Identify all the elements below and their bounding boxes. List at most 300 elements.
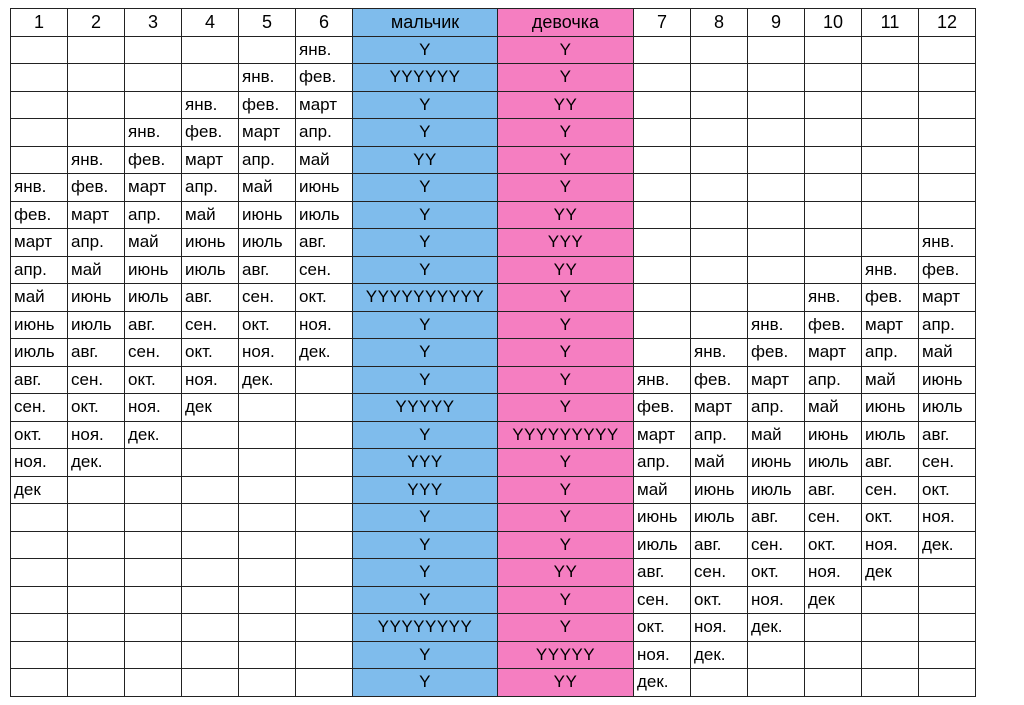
month-cell — [125, 586, 182, 614]
table-row — [11, 449, 976, 477]
month-cell: окт. — [748, 559, 805, 587]
month-cell: ноя. — [919, 504, 976, 532]
month-cell: авг. — [634, 559, 691, 587]
month-cell: апр. — [182, 174, 239, 202]
month-cell: янв. — [691, 339, 748, 367]
girl-cell: Y — [498, 174, 634, 202]
month-cell — [11, 614, 68, 642]
girl-cell: Y — [498, 36, 634, 64]
month-cell — [862, 641, 919, 669]
month-cell: дек — [11, 476, 68, 504]
boy-cell: Y — [353, 339, 498, 367]
month-cell: апр. — [748, 394, 805, 422]
month-cell — [296, 504, 353, 532]
month-cell — [125, 476, 182, 504]
header-month-column: 11 — [862, 9, 919, 37]
month-cell: янв. — [805, 284, 862, 312]
month-cell: янв. — [296, 36, 353, 64]
month-cell — [691, 119, 748, 147]
month-cell: дек. — [68, 449, 125, 477]
table-row — [11, 146, 976, 174]
month-cell — [11, 36, 68, 64]
month-cell: авг. — [11, 366, 68, 394]
month-cell — [182, 421, 239, 449]
header-month-column: 2 — [68, 9, 125, 37]
boy-cell: YYY — [353, 476, 498, 504]
month-cell: май — [239, 174, 296, 202]
month-cell: апр. — [805, 366, 862, 394]
month-cell — [748, 64, 805, 92]
month-cell — [68, 36, 125, 64]
boy-cell: Y — [353, 559, 498, 587]
month-cell: янв. — [239, 64, 296, 92]
boy-cell: Y — [353, 504, 498, 532]
month-cell — [296, 669, 353, 697]
month-cell: окт. — [182, 339, 239, 367]
month-cell — [634, 284, 691, 312]
month-cell: июль — [748, 476, 805, 504]
month-cell: фев. — [125, 146, 182, 174]
month-cell — [748, 669, 805, 697]
conception-table-container — [10, 8, 976, 697]
header-row — [11, 9, 976, 37]
month-cell — [125, 559, 182, 587]
month-cell — [634, 146, 691, 174]
month-cell — [862, 91, 919, 119]
month-cell: ноя. — [182, 366, 239, 394]
month-cell — [691, 284, 748, 312]
boy-cell: Y — [353, 531, 498, 559]
month-cell — [296, 586, 353, 614]
month-cell — [125, 91, 182, 119]
month-cell — [125, 641, 182, 669]
table-body — [11, 36, 976, 696]
month-cell — [182, 559, 239, 587]
header-month-column: 6 — [296, 9, 353, 37]
month-cell — [748, 119, 805, 147]
month-cell: май — [296, 146, 353, 174]
boy-cell: Y — [353, 174, 498, 202]
table-row — [11, 284, 976, 312]
month-cell: янв. — [125, 119, 182, 147]
header-month-column: 12 — [919, 9, 976, 37]
month-cell — [182, 449, 239, 477]
month-cell — [239, 394, 296, 422]
month-cell — [919, 36, 976, 64]
boy-cell: Y — [353, 36, 498, 64]
month-cell: ноя. — [239, 339, 296, 367]
month-cell — [748, 284, 805, 312]
month-cell: ноя. — [805, 559, 862, 587]
month-cell — [68, 614, 125, 642]
month-cell: апр. — [919, 311, 976, 339]
month-cell: дек — [805, 586, 862, 614]
month-cell — [634, 256, 691, 284]
month-cell: март — [748, 366, 805, 394]
month-cell: сен. — [691, 559, 748, 587]
table-row — [11, 394, 976, 422]
month-cell: дек. — [919, 531, 976, 559]
month-cell: фев. — [862, 284, 919, 312]
girl-cell: Y — [498, 504, 634, 532]
month-cell — [805, 201, 862, 229]
month-cell: фев. — [805, 311, 862, 339]
month-cell — [239, 421, 296, 449]
month-cell — [919, 119, 976, 147]
month-cell: март — [68, 201, 125, 229]
month-cell — [634, 36, 691, 64]
month-cell — [691, 201, 748, 229]
table-row — [11, 641, 976, 669]
month-cell — [805, 641, 862, 669]
table-row — [11, 559, 976, 587]
month-cell — [11, 146, 68, 174]
table-row — [11, 256, 976, 284]
girl-cell: Y — [498, 476, 634, 504]
header-month-column: 4 — [182, 9, 239, 37]
girl-cell: YY — [498, 256, 634, 284]
month-cell — [805, 229, 862, 257]
month-cell — [748, 229, 805, 257]
month-cell — [125, 531, 182, 559]
boy-cell: YYYYY — [353, 394, 498, 422]
month-cell: сен. — [239, 284, 296, 312]
month-cell — [634, 339, 691, 367]
month-cell — [68, 669, 125, 697]
month-cell — [239, 614, 296, 642]
month-cell: апр. — [11, 256, 68, 284]
boy-cell: YY — [353, 146, 498, 174]
month-cell: сен. — [805, 504, 862, 532]
month-cell: ноя. — [11, 449, 68, 477]
month-cell — [239, 504, 296, 532]
month-cell: окт. — [68, 394, 125, 422]
month-cell — [125, 504, 182, 532]
month-cell — [68, 504, 125, 532]
month-cell: сен. — [748, 531, 805, 559]
header-month-column: 9 — [748, 9, 805, 37]
month-cell — [691, 174, 748, 202]
month-cell — [239, 559, 296, 587]
month-cell: июль — [296, 201, 353, 229]
table-row — [11, 36, 976, 64]
month-cell — [862, 201, 919, 229]
month-cell: авг. — [748, 504, 805, 532]
month-cell — [805, 36, 862, 64]
month-cell: сен. — [862, 476, 919, 504]
month-cell: сен. — [11, 394, 68, 422]
month-cell: фев. — [239, 91, 296, 119]
header-boy: мальчик — [353, 9, 498, 37]
month-cell — [68, 586, 125, 614]
month-cell — [748, 256, 805, 284]
month-cell — [182, 36, 239, 64]
month-cell: май — [691, 449, 748, 477]
girl-cell: YY — [498, 91, 634, 119]
month-cell — [68, 119, 125, 147]
girl-cell: Y — [498, 284, 634, 312]
girl-cell: YY — [498, 669, 634, 697]
month-cell: ноя. — [862, 531, 919, 559]
month-cell — [296, 614, 353, 642]
boy-cell: YYYYYYYYYY — [353, 284, 498, 312]
month-cell: окт. — [634, 614, 691, 642]
table-row — [11, 91, 976, 119]
table-row — [11, 174, 976, 202]
table-row — [11, 421, 976, 449]
month-cell: фев. — [919, 256, 976, 284]
month-cell: июль — [182, 256, 239, 284]
table-row — [11, 476, 976, 504]
month-cell: март — [296, 91, 353, 119]
month-cell: ноя. — [748, 586, 805, 614]
girl-cell: Y — [498, 394, 634, 422]
girl-cell: Y — [498, 449, 634, 477]
month-cell — [748, 146, 805, 174]
month-cell: дек. — [748, 614, 805, 642]
month-cell — [68, 91, 125, 119]
month-cell: фев. — [748, 339, 805, 367]
month-cell: фев. — [182, 119, 239, 147]
boy-cell: Y — [353, 421, 498, 449]
month-cell: янв. — [748, 311, 805, 339]
month-cell — [11, 531, 68, 559]
month-cell — [919, 201, 976, 229]
month-cell: март — [862, 311, 919, 339]
header-month-column: 8 — [691, 9, 748, 37]
month-cell — [296, 476, 353, 504]
month-cell: май — [805, 394, 862, 422]
month-cell — [182, 476, 239, 504]
month-cell: март — [691, 394, 748, 422]
header-girl: девочка — [498, 9, 634, 37]
table-row — [11, 201, 976, 229]
month-cell: март — [239, 119, 296, 147]
month-cell — [805, 146, 862, 174]
month-cell: янв. — [862, 256, 919, 284]
month-cell — [634, 174, 691, 202]
month-cell — [125, 449, 182, 477]
month-cell: июль — [634, 531, 691, 559]
month-cell — [862, 36, 919, 64]
month-cell: сен. — [919, 449, 976, 477]
month-cell: май — [125, 229, 182, 257]
month-cell: сен. — [68, 366, 125, 394]
month-cell: окт. — [125, 366, 182, 394]
month-cell — [239, 531, 296, 559]
month-cell — [634, 229, 691, 257]
month-cell: июнь — [182, 229, 239, 257]
girl-cell: Y — [498, 586, 634, 614]
month-cell: окт. — [239, 311, 296, 339]
girl-cell: Y — [498, 146, 634, 174]
month-cell: май — [748, 421, 805, 449]
month-cell — [239, 449, 296, 477]
month-cell: авг. — [182, 284, 239, 312]
month-cell: сен. — [182, 311, 239, 339]
boy-cell: Y — [353, 91, 498, 119]
boy-cell: Y — [353, 641, 498, 669]
month-cell — [296, 394, 353, 422]
month-cell: авг. — [125, 311, 182, 339]
month-cell: апр. — [68, 229, 125, 257]
month-cell — [748, 91, 805, 119]
month-cell — [296, 641, 353, 669]
month-cell — [634, 201, 691, 229]
month-cell — [919, 614, 976, 642]
month-cell: июнь — [11, 311, 68, 339]
month-cell: июнь — [919, 366, 976, 394]
month-cell — [805, 64, 862, 92]
month-cell — [11, 586, 68, 614]
month-cell: дек. — [125, 421, 182, 449]
month-cell: июнь — [691, 476, 748, 504]
month-cell: июнь — [68, 284, 125, 312]
month-cell: фев. — [11, 201, 68, 229]
month-cell — [11, 504, 68, 532]
month-cell — [691, 669, 748, 697]
month-cell — [11, 559, 68, 587]
month-cell: авг. — [239, 256, 296, 284]
table-row — [11, 669, 976, 697]
boy-cell: YYYYYYYY — [353, 614, 498, 642]
month-cell: апр. — [634, 449, 691, 477]
month-cell: май — [862, 366, 919, 394]
month-cell — [11, 669, 68, 697]
month-cell — [919, 64, 976, 92]
month-cell — [239, 36, 296, 64]
girl-cell: Y — [498, 311, 634, 339]
month-cell — [805, 91, 862, 119]
month-cell — [296, 421, 353, 449]
month-cell: дек — [862, 559, 919, 587]
month-cell — [691, 311, 748, 339]
month-cell — [11, 641, 68, 669]
month-cell: фев. — [691, 366, 748, 394]
month-cell — [182, 614, 239, 642]
month-cell — [691, 256, 748, 284]
month-cell — [862, 174, 919, 202]
month-cell — [239, 641, 296, 669]
month-cell: июль — [239, 229, 296, 257]
month-cell: ноя. — [125, 394, 182, 422]
month-cell — [634, 64, 691, 92]
month-cell: фев. — [68, 174, 125, 202]
girl-cell: YY — [498, 201, 634, 229]
boy-cell: YYYYYY — [353, 64, 498, 92]
month-cell: авг. — [691, 531, 748, 559]
month-cell — [182, 586, 239, 614]
boy-cell: Y — [353, 366, 498, 394]
month-cell — [805, 614, 862, 642]
table-row — [11, 366, 976, 394]
month-cell: май — [919, 339, 976, 367]
month-cell: сен. — [634, 586, 691, 614]
header-month-column: 5 — [239, 9, 296, 37]
month-cell — [862, 669, 919, 697]
month-cell: июль — [11, 339, 68, 367]
table-row — [11, 229, 976, 257]
month-cell: июль — [919, 394, 976, 422]
month-cell — [748, 36, 805, 64]
table-row — [11, 614, 976, 642]
month-cell — [805, 256, 862, 284]
month-cell — [862, 64, 919, 92]
table-row — [11, 531, 976, 559]
month-cell: окт. — [296, 284, 353, 312]
month-cell: июль — [805, 449, 862, 477]
month-cell: май — [11, 284, 68, 312]
month-cell — [919, 559, 976, 587]
month-cell: янв. — [11, 174, 68, 202]
boy-cell: Y — [353, 119, 498, 147]
month-cell: окт. — [862, 504, 919, 532]
month-cell — [634, 119, 691, 147]
month-cell: янв. — [919, 229, 976, 257]
table-row — [11, 64, 976, 92]
month-cell — [634, 91, 691, 119]
month-cell — [748, 174, 805, 202]
month-cell: ноя. — [634, 641, 691, 669]
table-row — [11, 586, 976, 614]
month-cell — [182, 669, 239, 697]
month-cell — [862, 119, 919, 147]
month-cell — [239, 586, 296, 614]
month-cell: окт. — [11, 421, 68, 449]
month-cell: ноя. — [296, 311, 353, 339]
month-cell — [805, 669, 862, 697]
month-cell: авг. — [296, 229, 353, 257]
month-cell: апр. — [239, 146, 296, 174]
month-cell: июнь — [748, 449, 805, 477]
month-cell — [68, 476, 125, 504]
month-cell: апр. — [691, 421, 748, 449]
girl-cell: Y — [498, 366, 634, 394]
month-cell: дек. — [239, 366, 296, 394]
month-cell: авг. — [805, 476, 862, 504]
month-cell: март — [125, 174, 182, 202]
month-cell: июнь — [239, 201, 296, 229]
girl-cell: Y — [498, 64, 634, 92]
month-cell: июль — [125, 284, 182, 312]
month-cell — [634, 311, 691, 339]
month-cell: июль — [862, 421, 919, 449]
month-cell: март — [182, 146, 239, 174]
month-cell: май — [68, 256, 125, 284]
month-cell: июнь — [296, 174, 353, 202]
month-cell: окт. — [691, 586, 748, 614]
month-cell: авг. — [862, 449, 919, 477]
girl-cell: YYY — [498, 229, 634, 257]
boy-cell: Y — [353, 201, 498, 229]
month-cell: май — [182, 201, 239, 229]
boy-cell: Y — [353, 256, 498, 284]
month-cell — [919, 91, 976, 119]
header-month-column: 3 — [125, 9, 182, 37]
month-cell — [296, 559, 353, 587]
month-cell — [125, 669, 182, 697]
month-cell — [11, 119, 68, 147]
month-cell: март — [11, 229, 68, 257]
girl-cell: Y — [498, 531, 634, 559]
month-cell: авг. — [68, 339, 125, 367]
month-cell — [919, 641, 976, 669]
month-cell — [68, 559, 125, 587]
table-row — [11, 339, 976, 367]
table-row — [11, 504, 976, 532]
month-cell — [805, 174, 862, 202]
month-cell: авг. — [919, 421, 976, 449]
